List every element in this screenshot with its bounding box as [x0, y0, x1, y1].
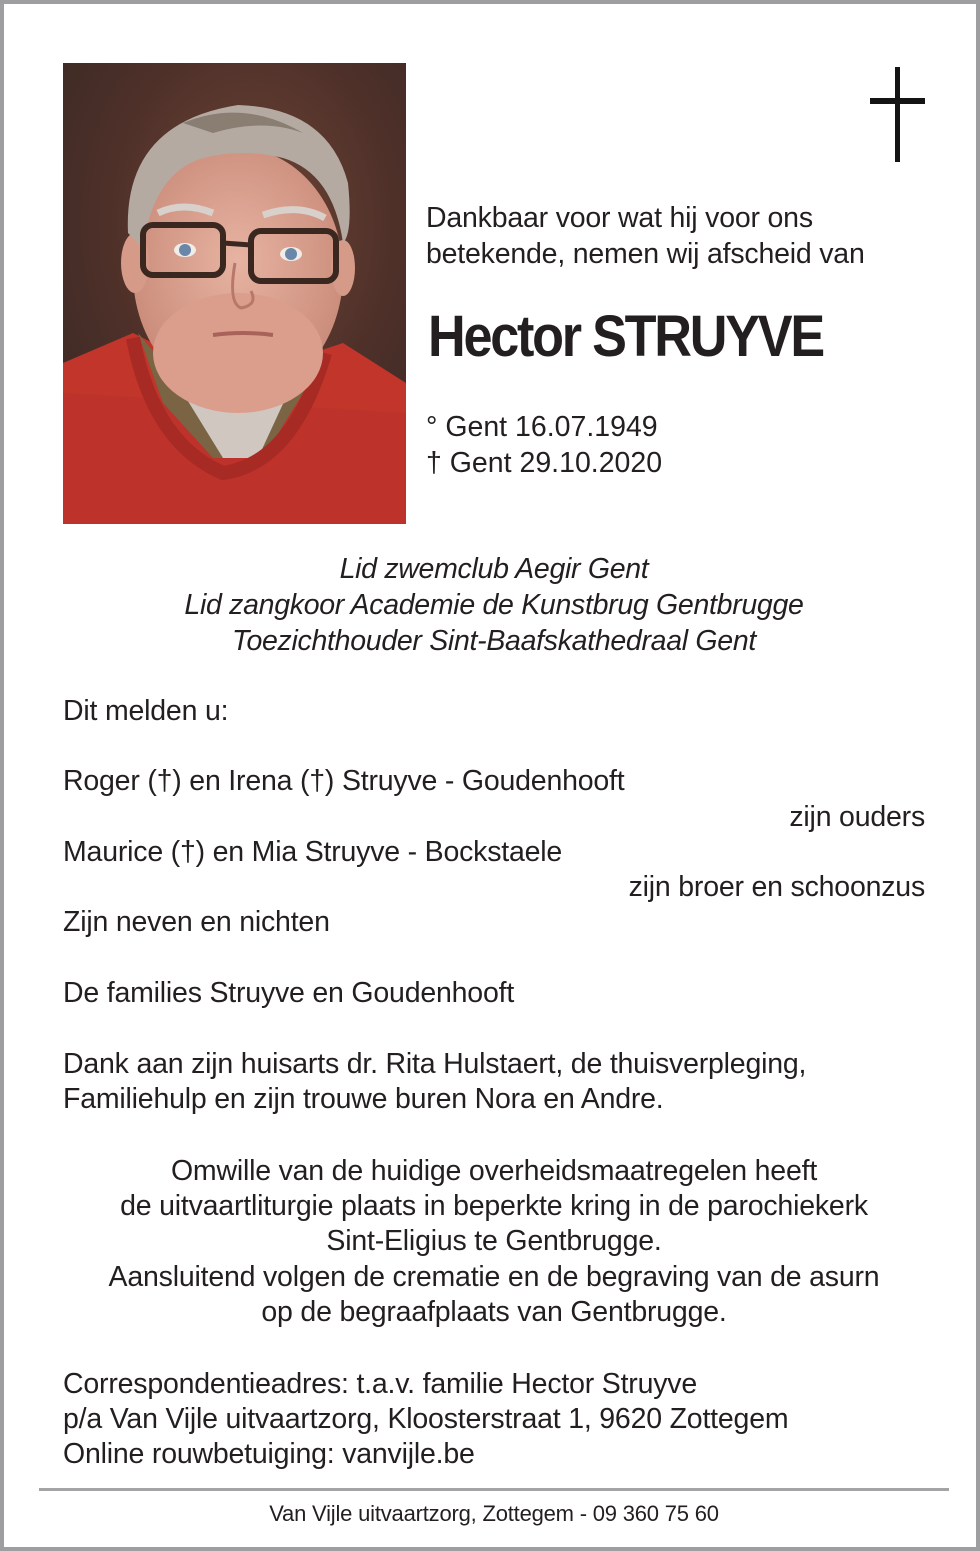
- thanks-line-1: Dank aan zijn huisarts dr. Rita Hulstaert, de thuisverpleging,: [63, 1048, 807, 1080]
- family-names: Zijn neven en nichten: [63, 906, 330, 939]
- ceremony-line: Omwille van de huidige overheidsmaatregelen heeft: [170, 1155, 818, 1187]
- thanks: [63, 1047, 925, 1117]
- footer-funeral-home: Van Vijle uitvaartzorg, Zottegem - 09 360 75 60: [269, 1501, 719, 1526]
- intro-line-2: betekende, nemen wij afscheid van: [426, 238, 865, 270]
- family-relation: zijn broer en schoonzus: [628, 871, 925, 904]
- announcement: [63, 694, 925, 1011]
- family-names: Roger (†) en Irena (†) Struyve - Goudenhooft: [63, 765, 625, 798]
- ceremony-line: Aansluitend volgen de crematie en de begraving van de asurn: [108, 1260, 880, 1293]
- intro-line-1: Dankbaar voor wat hij voor ons: [426, 202, 813, 234]
- correspondence-address: Correspondentieadres: t.a.v. familie Hector Struyve: [63, 1368, 697, 1400]
- ceremony-info: [4, 1154, 980, 1330]
- correspondence: [63, 1367, 925, 1473]
- deceased-name: Hector STRUYVE: [428, 304, 823, 369]
- family-relation: zijn ouders: [789, 800, 925, 833]
- footer-divider: [39, 1488, 949, 1491]
- cross-vertical-bar: [895, 67, 900, 162]
- latin-cross-icon: [870, 67, 925, 162]
- membership-item: Toezichthouder Sint-Baafskathedraal Gent: [231, 625, 757, 657]
- memberships: [4, 551, 980, 659]
- birth-date: ° Gent 16.07.1949: [426, 411, 658, 443]
- ceremony-line: Sint-Eligius te Gentbrugge.: [326, 1225, 662, 1258]
- cross-horizontal-bar: [870, 98, 925, 104]
- portrait-image: [63, 63, 406, 524]
- correspondence-address-line-2: p/a Van Vijle uitvaartzorg, Kloosterstraat 1, 9620 Zottegem: [63, 1403, 789, 1436]
- families-line: De families Struyve en Goudenhooft: [63, 976, 515, 1009]
- death-date: † Gent 29.10.2020: [426, 447, 663, 479]
- membership-item: Lid zangkoor Academie de Kunstbrug Gentbrugge: [184, 589, 804, 621]
- ceremony-line: de uitvaartliturgie plaats in beperkte kring in de parochiekerk: [120, 1190, 868, 1223]
- life-dates: [426, 409, 662, 481]
- intro-text: [426, 200, 865, 272]
- portrait-photo: [63, 63, 406, 524]
- announcement-opening: Dit melden u:: [63, 695, 229, 727]
- family-names: Maurice (†) en Mia Struyve - Bockstaele: [63, 835, 563, 868]
- ceremony-line: op de begraafplaats van Gentbrugge.: [261, 1295, 727, 1328]
- thanks-line-2: Familiehulp en zijn trouwe buren Nora en Andre.: [63, 1083, 664, 1116]
- online-condolence-link[interactable]: Online rouwbetuiging: vanvijle.be: [63, 1438, 475, 1471]
- membership-item: Lid zwemclub Aegir Gent: [339, 553, 649, 585]
